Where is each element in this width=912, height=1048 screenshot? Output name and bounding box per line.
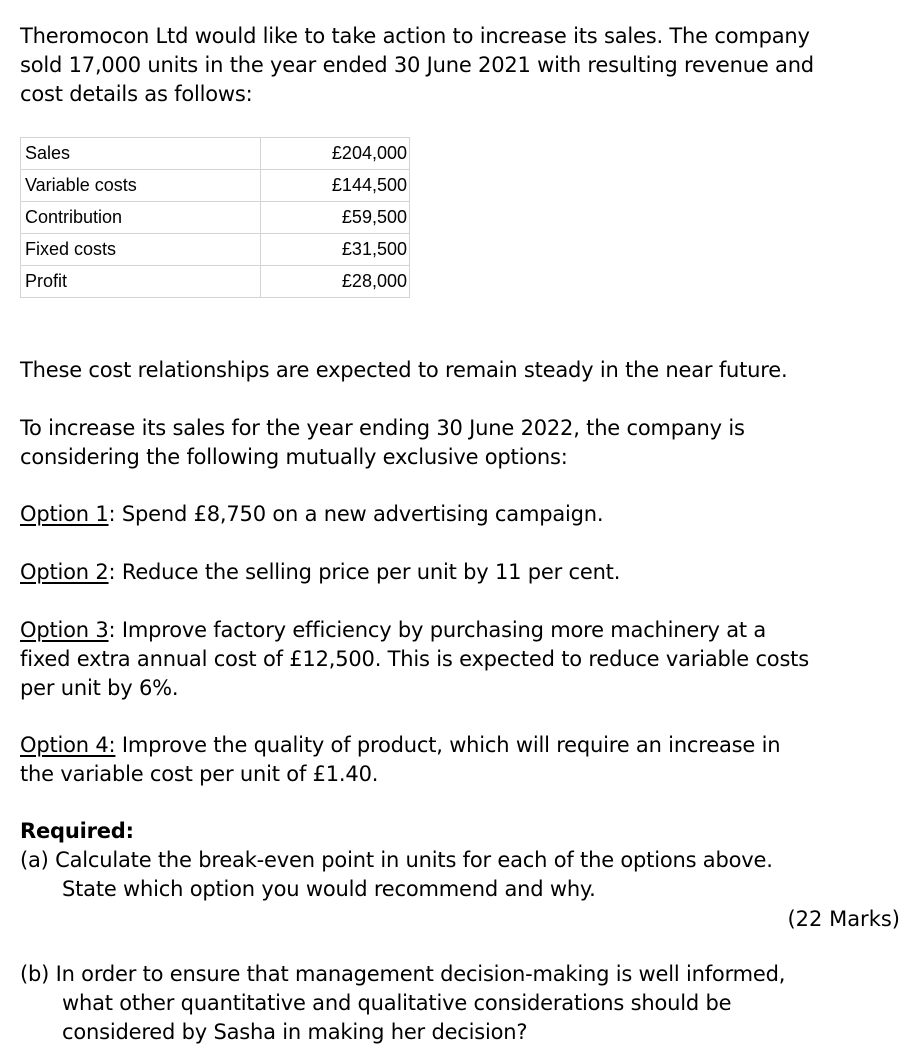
- option-3-label: Option 3: [20, 618, 109, 642]
- option-4-label: Option 4:: [20, 733, 116, 757]
- table-row: [21, 266, 410, 298]
- option-2: [20, 558, 620, 587]
- row-label: Profit: [21, 266, 261, 298]
- option-1-text: : Spend £8,750 on a new advertising campaign.: [108, 502, 604, 526]
- financial-table: [20, 137, 410, 298]
- part-a-marks: (22 Marks): [787, 907, 900, 931]
- option-3: [20, 616, 809, 703]
- option-1: [20, 500, 603, 529]
- options-intro-line-1: To increase its sales for the year ending 30 June 2022, the company is: [20, 416, 745, 440]
- row-value: £59,500: [261, 202, 410, 234]
- row-value: £28,000: [261, 266, 410, 298]
- intro-line-3: cost details as follows:: [20, 82, 253, 106]
- table-row: [21, 138, 410, 170]
- options-intro-paragraph: [20, 414, 745, 472]
- row-value: £144,500: [261, 170, 410, 202]
- row-label: Variable costs: [21, 170, 261, 202]
- steady-line: These cost relationships are expected to remain steady in the near future.: [20, 358, 788, 382]
- intro-line-2: sold 17,000 units in the year ended 30 June 2021 with resulting revenue and: [20, 53, 814, 77]
- required-heading: Required:: [20, 819, 134, 843]
- row-value: £31,500: [261, 234, 410, 266]
- part-b: [20, 960, 785, 1047]
- option-1-label: Option 1: [20, 502, 109, 526]
- table-row: [21, 234, 410, 266]
- row-label: Contribution: [21, 202, 261, 234]
- part-a-line-1: (a) Calculate the break-even point in units for each of the options above.: [20, 848, 773, 872]
- options-intro-line-2: considering the following mutually exclusive options:: [20, 445, 568, 469]
- intro-line-1: Theromocon Ltd would like to take action to increase its sales. The company: [20, 24, 810, 48]
- option-3-text-1: : Improve factory efficiency by purchasing more machinery at a: [108, 618, 767, 642]
- part-b-line-1: (b) In order to ensure that management decision-making is well informed,: [20, 962, 786, 986]
- option-4-line-2: the variable cost per unit of £1.40.: [20, 762, 379, 786]
- row-label: Sales: [21, 138, 261, 170]
- option-2-text: : Reduce the selling price per unit by 11 per cent.: [108, 560, 621, 584]
- option-3-line-2: fixed extra annual cost of £12,500. This is expected to reduce variable costs: [20, 647, 809, 671]
- part-b-line-2: what other quantitative and qualitative considerations should be: [62, 991, 732, 1015]
- table-row: [21, 202, 410, 234]
- option-4-text-1: Improve the quality of product, which will require an increase in: [115, 733, 781, 757]
- table-row: [21, 170, 410, 202]
- option-2-label: Option 2: [20, 560, 109, 584]
- row-value: £204,000: [261, 138, 410, 170]
- steady-paragraph: [20, 356, 787, 385]
- row-label: Fixed costs: [21, 234, 261, 266]
- option-3-line-3: per unit by 6%.: [20, 676, 179, 700]
- intro-paragraph: [20, 22, 814, 109]
- option-4: [20, 731, 780, 789]
- required-section: [20, 817, 773, 904]
- part-b-line-3: considered by Sasha in making her decision?: [62, 1020, 528, 1044]
- part-a-line-2: State which option you would recommend and why.: [62, 877, 596, 901]
